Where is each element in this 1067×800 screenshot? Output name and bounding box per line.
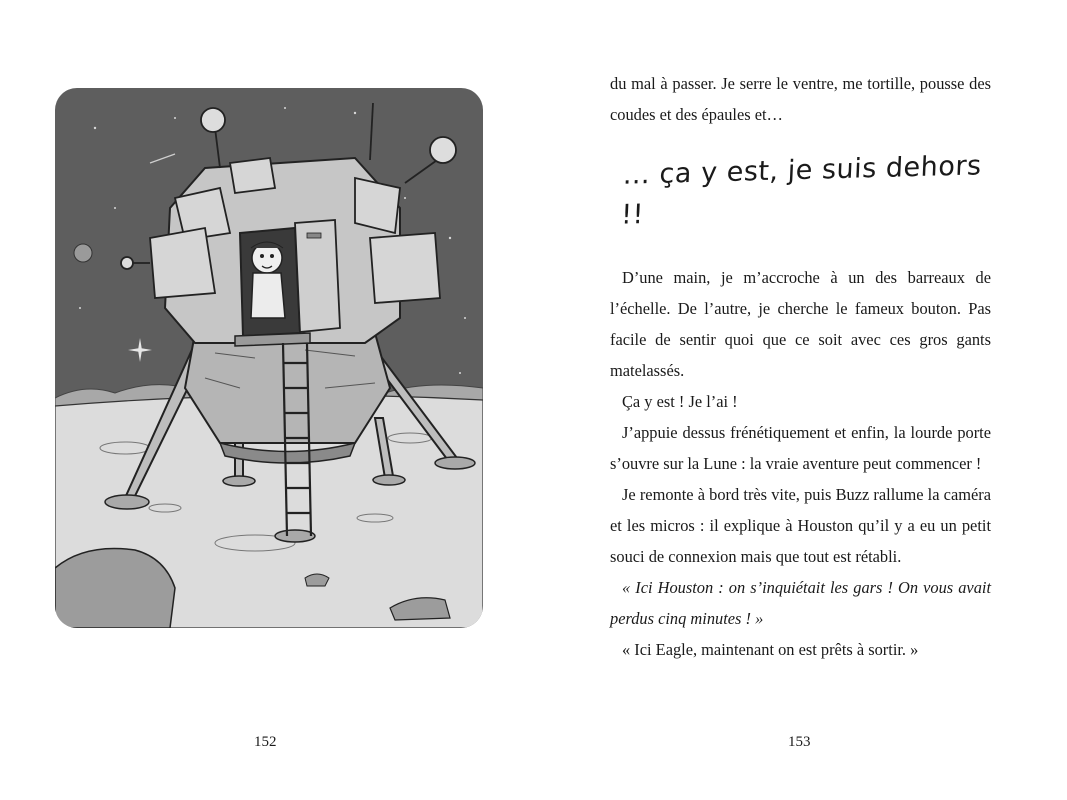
- story-text: [610, 68, 991, 665]
- headline-exclamation: … ça y est, je suis dehors !!: [620, 150, 983, 231]
- paragraph: Ça y est ! Je l’ai !: [622, 392, 738, 411]
- paragraph: Je remonte à bord très vite, puis Buzz rallume la caméra et les micros : il explique à Houston qu’il y a eu un petit souci de connexion mais que tout est rétabli.: [610, 485, 991, 566]
- quote-eagle: « Ici Eagle, maintenant on est prêts à sortir. »: [622, 640, 919, 659]
- paragraph: J’appuie dessus frénétiquement et enfin, la lourde porte s’ouvre sur la Lune : la vraie aventure peut commencer !: [610, 423, 991, 473]
- left-page: [0, 0, 533, 800]
- paragraph: D’une main, je m’accroche à un des barreaux de l’échelle. De l’autre, je cherche le fameux bouton. Pas facile de sentir quoi que ce soit avec ces gros gants matelassés.: [610, 268, 991, 380]
- page-number-left: 152: [254, 734, 277, 750]
- page-number-right: 153: [788, 734, 811, 750]
- lunar-module-illustration: [55, 88, 483, 628]
- lunar-module-drawing: [55, 88, 483, 628]
- paragraph: du mal à passer. Je serre le ventre, me tortille, pousse des coudes et des épaules et…: [610, 74, 991, 124]
- right-page: [533, 0, 1067, 800]
- quote-houston: « Ici Houston : on s’inquiétait les gars ! On vous avait perdus cinq minutes ! »: [610, 578, 991, 628]
